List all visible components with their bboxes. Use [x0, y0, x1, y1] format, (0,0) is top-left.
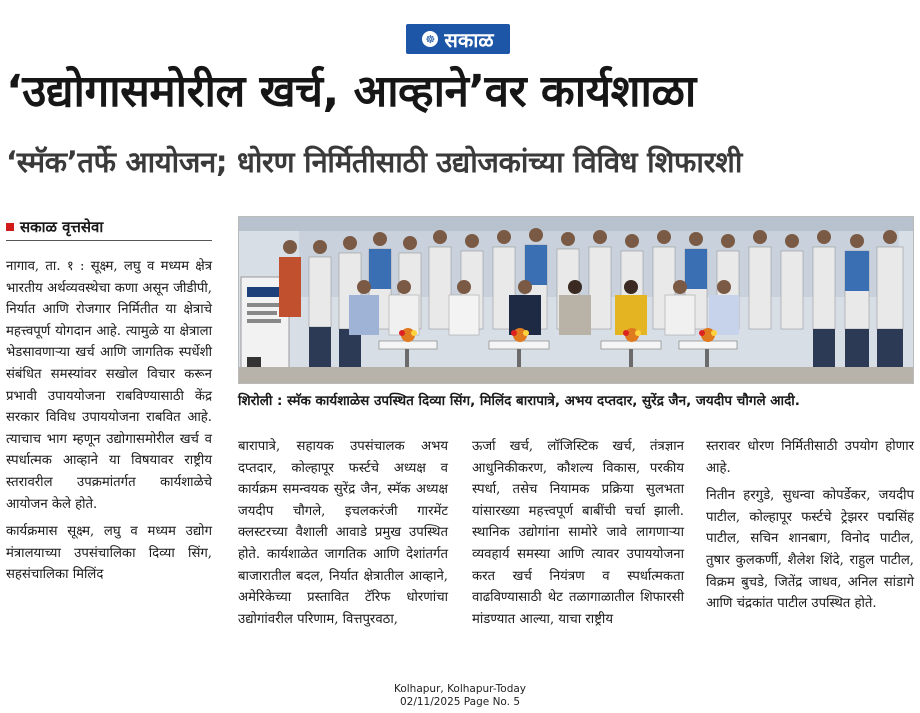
article-column-4 [706, 436, 914, 615]
article-paragraph: नितीन हरगुडे, सुधन्वा कोपर्डेकर, जयदीप पाटील, कोल्हापूर फर्स्टचे ट्रेझरर पद्मसिंह पाटील, सचिन शानबाग, विनोद पाटील, तुषार कुलकर्णी, शैलेश शिंदे, राहुल पाटील, विक्रम बुचडे, जितेंद्र जाधव, अनिल सांडागे आणि चंद्रकांत पाटील उपस्थित होते. [706, 488, 914, 612]
event-photo [238, 216, 914, 384]
article-headline: ‘उद्योगासमोरील खर्च, आव्हाने’वर कार्यशाळा [6, 66, 696, 117]
group-photo-illustration [239, 217, 913, 383]
article-subheadline: ‘स्मॅक’तर्फे आयोजन; धोरण निर्मितीसाठी उद्योजकांच्या विविध शिफारशी [6, 145, 743, 179]
photo-caption: शिरोली : स्मॅक कार्यशाळेस उपस्थित दिव्या सिंग, मिलिंद बारापात्रे, अभय दप्तदार, सुरेंद्र जैन, जयदीप चौगले आदी. [238, 393, 800, 409]
masthead-name: सकाळ [444, 27, 494, 52]
footer-date-page: 02/11/2025 Page No. 5 [399, 696, 521, 708]
byline-square-icon [6, 223, 14, 231]
footer-edition: Kolhapur, Kolhapur-Today [393, 683, 527, 695]
article-paragraph: नागाव, ता. १ : सूक्ष्म, लघु व मध्यम क्षेत्र भारतीय अर्थव्यवस्थेचा कणा असून जीडीपी, निर्यात आणि रोजगार निर्मितीत या क्षेत्राचे महत्त्वपूर्ण योगदान आहे. त्यामुळे या क्षेत्राला भेडसावणाऱ्या खर्च आणि जागतिक स्पर्धेशी संबंधित समस्यांवर सखोल विचार करून प्रभावी उपाययोजना राबविण्यासाठी केंद्र सरकार विविध उपाययोजना राबवित आहे. त्याचाच भाग म्हणून उद्योगासमोरील खर्च व स्पर्धात्मक आव्हाने या विषयावर राष्ट्रीय स्तरावरील उपक्रमांतर्गत कार्यशाळेचे आयोजन केले होते. [6, 259, 212, 512]
article-paragraph: कार्यक्रमास सूक्ष्म, लघु व मध्यम उद्योग मंत्रालयाच्या उपसंचालिका दिव्या सिंग, सहसंचालिका मिलिंद [6, 524, 212, 583]
article-paragraph: ऊर्जा खर्च, लॉजिस्टिक खर्च, तंत्रज्ञान आधुनिकीकरण, कौशल्य विकास, परकीय स्पर्धा, तसेच नियामक प्रक्रिया सुलभता यांसारख्या महत्त्वपूर्ण बाबींची चर्चा झाली. स्थानिक उद्योगांना सामोरे जावे लागणाऱ्या व्यवहार्य समस्या आणि त्यावर उपाययोजना करत खर्च नियंत्रण व स्पर्धात्मकता वाढविण्यासाठी थेट तळागाळातील शिफारसी मांडण्यात आल्या, याचा राष्ट्रीय [472, 439, 684, 627]
newspaper-masthead-logo [406, 24, 510, 54]
article-paragraph: स्तरावर धोरण निर्मितीसाठी उपयोग होणार आहे. [706, 439, 914, 476]
byline [6, 214, 212, 241]
article-column-2 [238, 436, 448, 630]
byline-text: सकाळ वृत्तसेवा [20, 218, 104, 236]
article-paragraph: बारापात्रे, सहायक उपसंचालक अभय दप्तदार, कोल्हापूर फर्स्टचे अध्यक्ष व कार्यक्रम समन्वयक सुरेंद्र जैन, स्मॅक अध्यक्ष जयदीप चौगले, इचलकरंजी गारमेंट क्लस्टरच्या वैशाली आवाडे प्रमुख उपस्थित होते. कार्यशाळेत जागतिक आणि देशांतर्गत बाजारातील बदल, निर्यात क्षेत्रातील आव्हाने, अमेरिकेच्या प्रस्तावित टॅरिफ धोरणांचा उद्योगांवरील परिणाम, वित्तपुरवठा, [238, 439, 448, 627]
article-column-1 [6, 256, 212, 586]
logo-emblem-icon: ☸ [422, 31, 438, 47]
article-column-3 [472, 436, 684, 630]
page-footer [340, 683, 580, 709]
